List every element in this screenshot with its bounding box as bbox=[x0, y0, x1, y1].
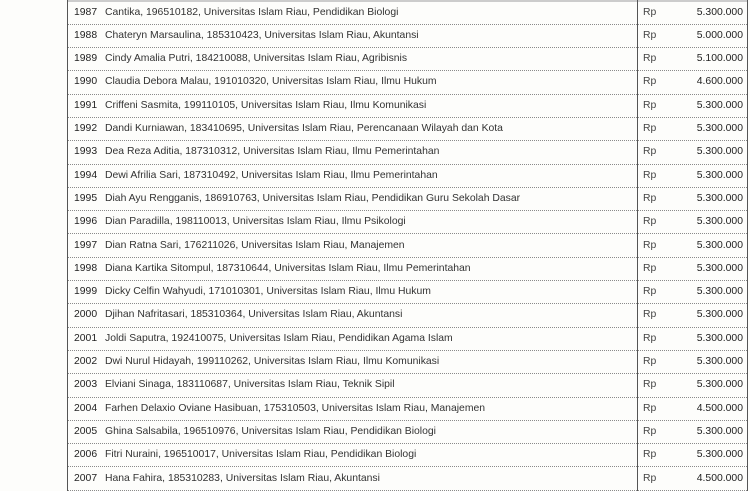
amount-value: 5.300.000 bbox=[696, 239, 743, 251]
table-row bbox=[67, 210, 747, 234]
row-number: 1990 bbox=[74, 76, 98, 88]
row-description: Dicky Celfin Wahyudi, 171010301, Universitas Islam Riau, Ilmu Hukum bbox=[105, 286, 431, 298]
row-description: Chateryn Marsaulina, 185310423, Universitas Islam Riau, Akuntansi bbox=[105, 29, 419, 41]
currency-label: Rp bbox=[643, 6, 657, 18]
row-description: Joldi Saputra, 192410075, Universitas Islam Riau, Pendidikan Agama Islam bbox=[105, 332, 453, 344]
table-row bbox=[67, 443, 747, 467]
table-row bbox=[67, 420, 747, 444]
amount-value: 5.300.000 bbox=[696, 6, 743, 18]
currency-label: Rp bbox=[643, 425, 657, 437]
row-description: Dandi Kurniawan, 183410695, Universitas Islam Riau, Perencanaan Wilayah dan Kota bbox=[105, 123, 503, 134]
table-row bbox=[67, 187, 747, 211]
row-description: Cindy Amalia Putri, 184210088, Universitas Islam Riau, Agribisnis bbox=[105, 53, 408, 65]
table-row bbox=[67, 327, 747, 351]
row-number: 2006 bbox=[74, 449, 98, 461]
currency-label: Rp bbox=[643, 262, 657, 274]
row-number: 1997 bbox=[74, 239, 98, 251]
amount-value: 5.300.000 bbox=[696, 449, 743, 461]
table-row bbox=[67, 70, 747, 94]
row-description: Diana Kartika Sitompul, 187310644, Universitas Islam Riau, Ilmu Pemerintahan bbox=[105, 262, 471, 274]
row-number: 1994 bbox=[74, 169, 98, 181]
currency-label: Rp bbox=[643, 332, 657, 344]
row-description: Claudia Debora Malau, 191010320, Universitas Islam Riau, Ilmu Hukum bbox=[105, 76, 437, 88]
row-number: 2005 bbox=[74, 425, 98, 437]
amount-value: 4.500.000 bbox=[696, 402, 743, 414]
amount-value: 5.300.000 bbox=[696, 332, 743, 344]
row-number: 2000 bbox=[74, 309, 98, 321]
row-description: Dian Ratna Sari, 176211026, Universitas Islam Riau, Manajemen bbox=[105, 239, 405, 251]
row-number: 1988 bbox=[74, 29, 98, 41]
row-description: Dea Reza Aditia, 187310312, Universitas Islam Riau, Ilmu Pemerintahan bbox=[105, 146, 440, 158]
currency-label: Rp bbox=[643, 169, 657, 181]
table-row bbox=[67, 140, 747, 164]
row-description: Dian Paradilla, 198110013, Universitas Islam Riau, Ilmu Psikologi bbox=[105, 216, 406, 228]
currency-label: Rp bbox=[643, 192, 657, 204]
row-number: 2002 bbox=[74, 356, 98, 367]
row-number: 2004 bbox=[74, 402, 98, 414]
currency-label: Rp bbox=[643, 309, 657, 321]
currency-label: Rp bbox=[643, 76, 657, 88]
row-description: Djihan Nafritasari, 185310364, Universitas Islam Riau, Akuntansi bbox=[105, 309, 403, 321]
amount-value: 5.300.000 bbox=[696, 262, 743, 274]
currency-label: Rp bbox=[643, 472, 657, 484]
table-row bbox=[67, 1, 747, 25]
currency-label: Rp bbox=[643, 53, 657, 65]
currency-label: Rp bbox=[643, 29, 657, 41]
table-row bbox=[67, 164, 747, 188]
amount-value: 5.300.000 bbox=[696, 425, 743, 437]
amount-value: 5.300.000 bbox=[696, 286, 743, 298]
table-row bbox=[67, 303, 747, 327]
row-number: 1987 bbox=[74, 6, 98, 18]
row-description: Farhen Delaxio Oviane Hasibuan, 175310503, Universitas Islam Riau, Manajemen bbox=[105, 402, 486, 414]
table-row bbox=[67, 24, 747, 48]
row-number: 2007 bbox=[74, 472, 98, 484]
row-description: Elviani Sinaga, 183110687, Universitas Islam Riau, Teknik Sipil bbox=[105, 379, 395, 391]
row-description: Criffeni Sasmita, 199110105, Universitas Islam Riau, Ilmu Komunikasi bbox=[105, 99, 427, 111]
column-divider-amount bbox=[637, 0, 638, 491]
currency-label: Rp bbox=[643, 146, 657, 158]
currency-label: Rp bbox=[643, 356, 657, 367]
amount-value: 5.300.000 bbox=[696, 192, 743, 204]
amount-value: 4.600.000 bbox=[696, 76, 743, 88]
table-row bbox=[67, 257, 747, 281]
table-row bbox=[67, 94, 747, 118]
amount-value: 5.300.000 bbox=[696, 169, 743, 181]
column-divider-left bbox=[67, 0, 68, 491]
row-number: 1996 bbox=[74, 216, 98, 228]
row-description: Dwi Nurul Hidayah, 199110262, Universitas Islam Riau, Ilmu Komunikasi bbox=[105, 356, 440, 367]
table-row bbox=[67, 397, 747, 421]
currency-label: Rp bbox=[643, 449, 657, 461]
amount-value: 5.000.000 bbox=[696, 29, 743, 41]
amount-value: 4.500.000 bbox=[696, 472, 743, 484]
amount-value: 5.300.000 bbox=[696, 146, 743, 158]
row-description: Fitri Nuraini, 196510017, Universitas Islam Riau, Pendidikan Biologi bbox=[105, 449, 417, 461]
row-number: 1993 bbox=[74, 146, 98, 158]
row-number: 2003 bbox=[74, 379, 98, 391]
row-description: Ghina Salsabila, 196510976, Universitas Islam Riau, Pendidikan Biologi bbox=[105, 425, 436, 437]
row-description: Cantika, 196510182, Universitas Islam Riau, Pendidikan Biologi bbox=[105, 6, 399, 18]
table-row bbox=[67, 467, 747, 491]
currency-label: Rp bbox=[643, 239, 657, 251]
table-row bbox=[67, 47, 747, 71]
row-description: Dewi Afrilia Sari, 187310492, Universitas Islam Riau, Ilmu Pemerintahan bbox=[105, 169, 438, 181]
column-divider-right bbox=[747, 0, 748, 491]
row-number: 1989 bbox=[74, 53, 98, 65]
amount-value: 5.300.000 bbox=[696, 216, 743, 228]
currency-label: Rp bbox=[643, 402, 657, 414]
row-number: 1991 bbox=[74, 99, 98, 111]
row-number: 1998 bbox=[74, 262, 98, 274]
currency-label: Rp bbox=[643, 286, 657, 298]
amount-value: 5.300.000 bbox=[696, 379, 743, 391]
currency-label: Rp bbox=[643, 379, 657, 391]
table-row bbox=[67, 117, 747, 141]
currency-label: Rp bbox=[643, 99, 657, 111]
table-row bbox=[67, 373, 747, 397]
table-row bbox=[67, 234, 747, 258]
currency-label: Rp bbox=[643, 216, 657, 228]
row-number: 1992 bbox=[74, 123, 98, 134]
currency-label: Rp bbox=[643, 123, 657, 134]
amount-value: 5.300.000 bbox=[696, 123, 743, 134]
amount-value: 5.100.000 bbox=[696, 53, 743, 65]
amount-value: 5.300.000 bbox=[696, 309, 743, 321]
table-row bbox=[67, 350, 747, 374]
row-description: Diah Ayu Rengganis, 186910763, Universitas Islam Riau, Pendidikan Guru Sekolah Dasar bbox=[105, 192, 521, 204]
amount-value: 5.300.000 bbox=[696, 99, 743, 111]
amount-value: 5.300.000 bbox=[696, 356, 743, 367]
row-number: 2001 bbox=[74, 332, 98, 344]
row-number: 1999 bbox=[74, 286, 98, 298]
row-number: 1995 bbox=[74, 192, 98, 204]
row-description: Hana Fahira, 185310283, Universitas Islam Riau, Akuntansi bbox=[105, 472, 380, 484]
table-row bbox=[67, 280, 747, 304]
